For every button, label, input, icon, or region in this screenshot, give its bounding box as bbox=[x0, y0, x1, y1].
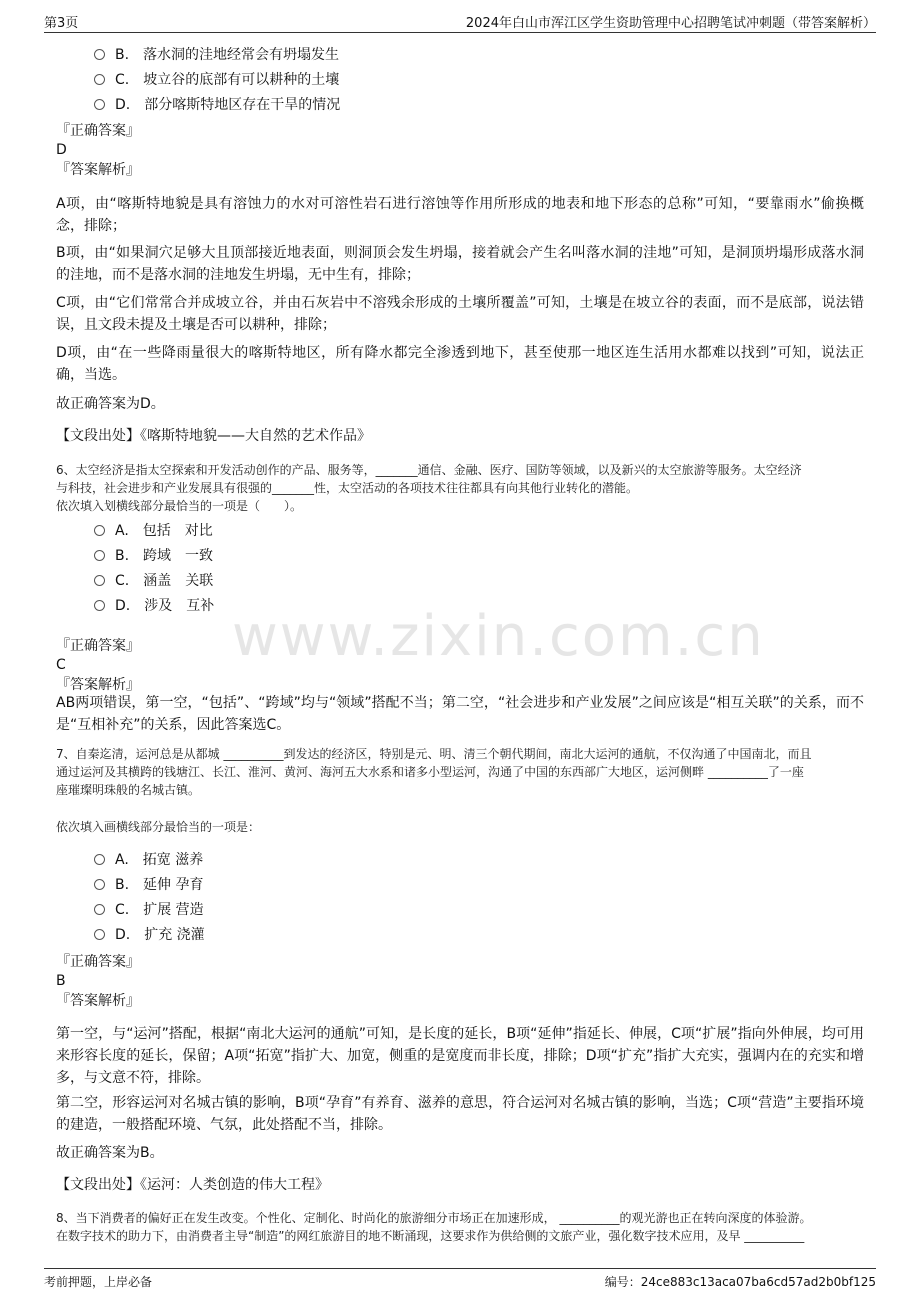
radio-icon bbox=[94, 879, 105, 890]
radio-icon bbox=[94, 74, 105, 85]
q7-answer: B bbox=[56, 973, 66, 989]
q5-analysis-d: D项，由“在一些降雨量很大的喀斯特地区，所有降水都完全渗透到地下，甚至使那一地区连生活用水都难以找到”可知，说法正确，当选。 bbox=[56, 345, 864, 383]
radio-icon bbox=[94, 525, 105, 536]
q6-analysis-label: 『答案解析』 bbox=[56, 677, 140, 693]
footer-slogan: 考前押题，上岸必备 bbox=[44, 1275, 153, 1289]
radio-icon bbox=[94, 929, 105, 940]
q8-stem: 8、当下消费者的偏好正在发生改变。个性化、定制化、时尚化的旅游细分市场正在加速形成， __________的观光游也正在转向深度的体验游。 在数字技术的助力下，由消费者主导“制造”的网红旅游目的地不断涌现，这要求作为供给侧的文旅产业，强化数字技术应用，及早 __________ bbox=[56, 1211, 812, 1243]
q6-option-c[interactable]: C. 涵盖 关联 bbox=[94, 572, 213, 590]
q7-analysis-label: 『答案解析』 bbox=[56, 993, 140, 1009]
q5-conclusion: 故正确答案为D。 bbox=[56, 396, 165, 412]
radio-icon bbox=[94, 600, 105, 611]
q5-option-c[interactable]: C. 坡立谷的底部有可以耕种的土壤 bbox=[94, 71, 339, 89]
q5-analysis-c: C项，由“它们常常合并成坡立谷，并由石灰岩中不溶残余形成的土壤所覆盖”可知，土壤是在坡立谷的表面，而不是底部，说法错误，且文段未提及土壤是否可以耕种，排除； bbox=[56, 295, 864, 333]
q5-answer: D bbox=[56, 142, 67, 158]
q5-analysis-b: B项，由“如果洞穴足够大且顶部接近地表面，则洞顶会发生坍塌，接着就会产生名叫落水洞的洼地”可知，是洞顶坍塌形成落水洞的洼地，而不是落水洞的洼地发生坍塌，无中生有，排除； bbox=[56, 245, 864, 283]
radio-icon bbox=[94, 854, 105, 865]
q5-source: 【文段出处】《喀斯特地貌——大自然的艺术作品》 bbox=[56, 428, 371, 444]
q7-option-a[interactable]: A. 拓宽 滋养 bbox=[94, 851, 203, 869]
page-footer bbox=[44, 1268, 876, 1293]
q6-answer-label: 『正确答案』 bbox=[56, 638, 140, 654]
q6-analysis: AB两项错误，第一空，“包括”、“跨域”均与“领域”搭配不当；第二空，“社会进步和产业发展”之间应该是“相互关联”的关系，而不是“互相补充”的关系，因此答案选C。 bbox=[56, 695, 864, 733]
radio-icon bbox=[94, 575, 105, 586]
q7-instruction: 依次填入画横线部分最恰当的一项是： bbox=[56, 820, 261, 834]
q5-option-d[interactable]: D. 部分喀斯特地区存在干旱的情况 bbox=[94, 96, 340, 114]
page-number: 第3页 bbox=[44, 16, 79, 31]
q6-answer: C bbox=[56, 657, 66, 673]
q5-option-b[interactable]: B. 落水洞的洼地经常会有坍塌发生 bbox=[94, 46, 339, 64]
q5-analysis-label: 『答案解析』 bbox=[56, 162, 140, 178]
q7-analysis-1: 第一空，与“运河”搭配，根据“南北大运河的通航”可知，是长度的延长，B项“延伸”指延长、伸展，C项“扩展”指向外伸展，均可用来形容长度的延长，保留；A项“拓宽”指扩大、加宽，侧重的是宽度而非长度，排除；D项“扩充”指扩大充实，强调内在的充实和增多，与文意不符，排除。 bbox=[56, 1026, 864, 1086]
document-title: 2024年白山市浑江区学生资助管理中心招聘笔试冲刺题（带答案解析） bbox=[465, 16, 876, 31]
q7-answer-label: 『正确答案』 bbox=[56, 954, 140, 970]
q7-option-b[interactable]: B. 延伸 孕育 bbox=[94, 876, 204, 894]
radio-icon bbox=[94, 49, 105, 60]
q6-option-d[interactable]: D. 涉及 互补 bbox=[94, 597, 214, 615]
q7-conclusion: 故正确答案为B。 bbox=[56, 1145, 164, 1161]
watermark: www.zixin.com.cn bbox=[232, 604, 765, 669]
q6-stem: 6、太空经济是指太空探索和开发活动创作的产品、服务等，_______通信、金融、医疗、国防等领域，以及新兴的太空旅游等服务。太空经济 与科技，社会进步和产业发展具有很强的_______性，太空活动的各项技术往往都具有向其他行业转化的潜能。 依次填入划横线部分最恰当的一项是（ ）。 bbox=[56, 463, 802, 513]
q5-answer-label: 『正确答案』 bbox=[56, 123, 140, 139]
q6-option-a[interactable]: A. 包括 对比 bbox=[94, 522, 213, 540]
q7-source: 【文段出处】《运河：人类创造的伟大工程》 bbox=[56, 1177, 329, 1193]
q7-option-c[interactable]: C. 扩展 营造 bbox=[94, 901, 204, 919]
radio-icon bbox=[94, 550, 105, 561]
page-header bbox=[44, 12, 876, 33]
radio-icon bbox=[94, 99, 105, 110]
q7-analysis-2: 第二空，形容运河对名城古镇的影响，B项“孕育”有养育、滋养的意思，符合运河对名城古镇的影响，当选；C项“营造”主要指环境的建造，一般搭配环境、气氛，此处搭配不当，排除。 bbox=[56, 1095, 864, 1133]
document-id: 编号：24ce883c13aca07ba6cd57ad2b0bf125 bbox=[604, 1275, 876, 1289]
q7-stem: 7、自秦迄清，运河总是从都城 __________到发达的经济区，特别是元、明、清三个朝代期间，南北大运河的通航，不仅沟通了中国南北，而且 通过运河及其横跨的钱塘江、长江、淮河、黄河、海河五大水系和诸多小型运河，沟通了中国的东西部广大地区，运河侧畔 __________了一座 座璀璨明珠般的名城古镇。 bbox=[56, 747, 812, 797]
q6-option-b[interactable]: B. 跨域 一致 bbox=[94, 547, 213, 565]
q5-analysis-a: A项，由“喀斯特地貌是具有溶蚀力的水对可溶性岩石进行溶蚀等作用所形成的地表和地下形态的总称”可知，“要靠雨水”偷换概念，排除； bbox=[56, 196, 864, 234]
radio-icon bbox=[94, 904, 105, 915]
q7-option-d[interactable]: D. 扩充 浇灌 bbox=[94, 926, 205, 944]
